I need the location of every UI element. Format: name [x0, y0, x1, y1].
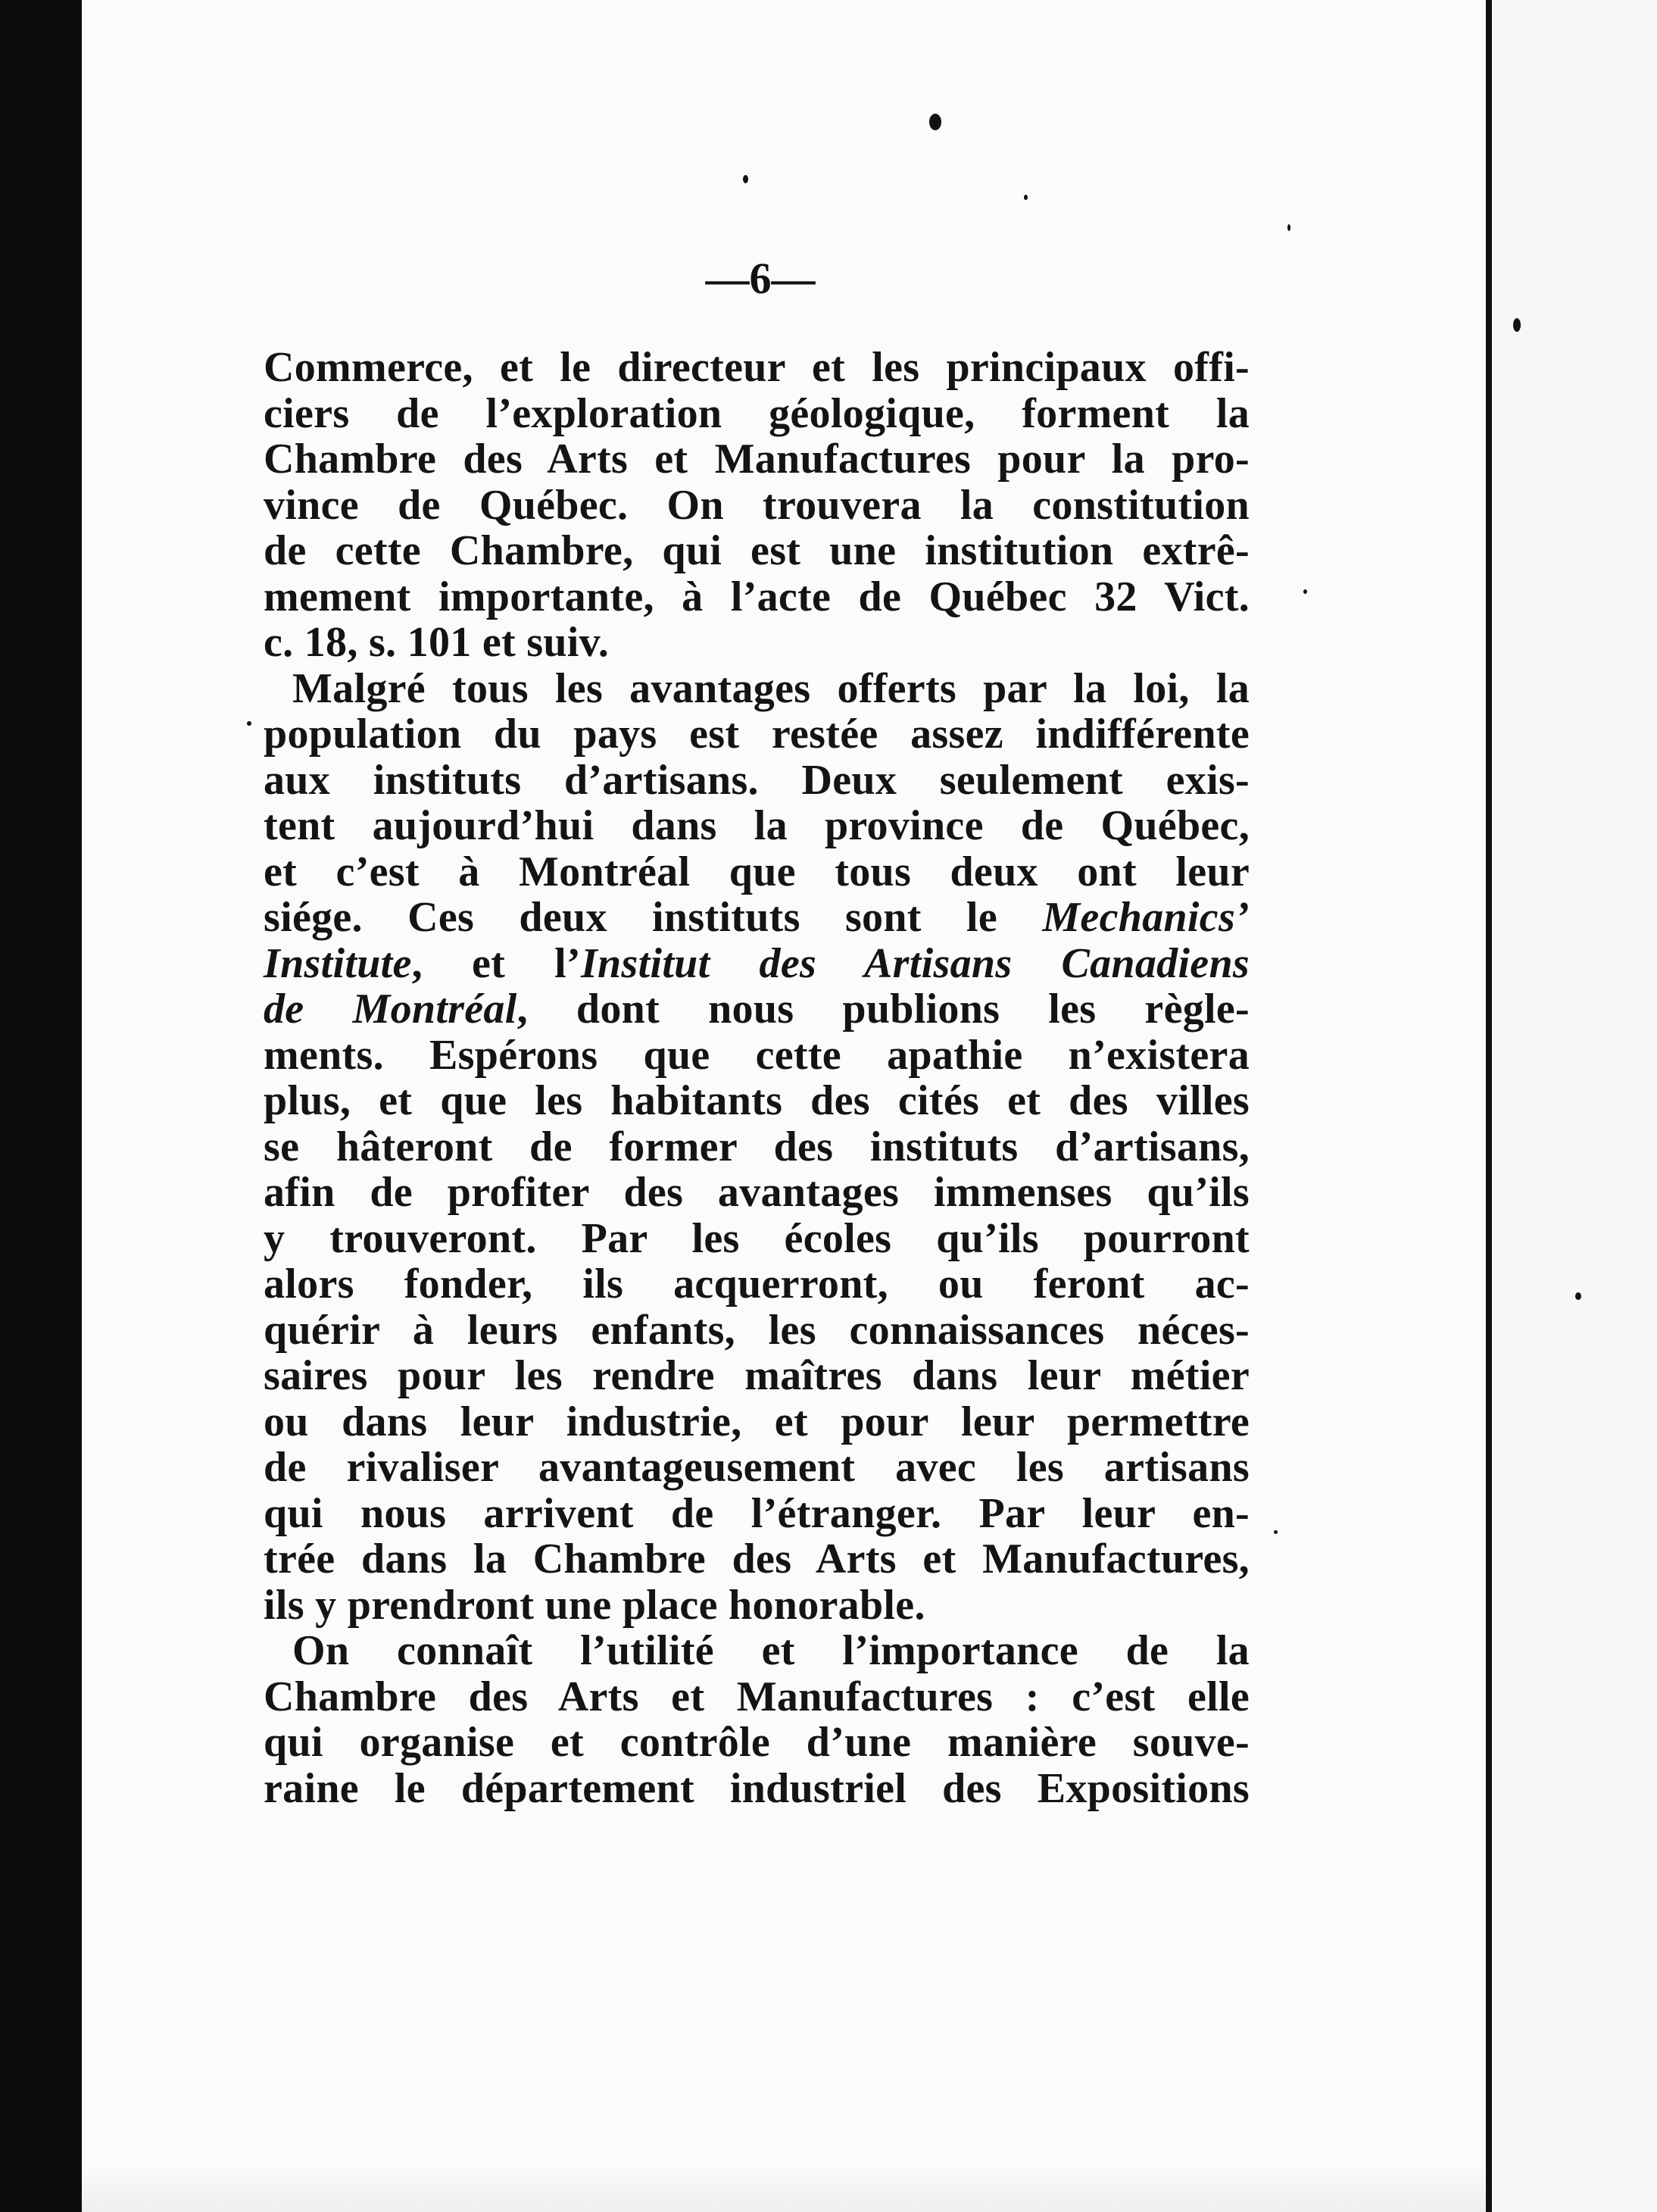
text-line: Chambre des Arts et Manufactures : c’est elle [264, 1673, 1250, 1720]
ink-speck [1303, 589, 1307, 594]
page-bottom-shadow [82, 2167, 1492, 2212]
text-line: se hâteront de former des instituts d’artisans, [264, 1123, 1250, 1170]
text-line: Chambre des Arts et Manufactures pour la pro- [264, 436, 1250, 483]
text-line: de cette Chambre, qui est une institution extrê- [264, 527, 1250, 574]
adjacent-page-edge [1492, 0, 1657, 2212]
text-line: trée dans la Chambre des Arts et Manufactures, [264, 1536, 1250, 1582]
ink-speck [1513, 318, 1521, 332]
text-line: population du pays est restée assez indifférente [264, 711, 1250, 758]
text-line: y trouveront. Par les écoles qu’ils pourront [264, 1214, 1250, 1262]
ink-speck [1575, 1292, 1581, 1300]
page-gutter-edge [1486, 0, 1492, 2212]
ink-speck [1274, 1530, 1278, 1534]
ink-speck [1287, 224, 1290, 231]
text-line: tent aujourd’hui dans la province de Québec, [264, 802, 1250, 849]
text-line: quérir à leurs enfants, les connaissances néces- [264, 1306, 1250, 1354]
text-line: ils y prendront une place honorable. [264, 1581, 925, 1629]
text-line: ments. Espérons que cette apathie n’existera [264, 1031, 1250, 1079]
text-segment: , et l’ [411, 939, 581, 987]
text-line: et c’est à Montréal que tous deux ont leur [264, 848, 1250, 895]
text-segment: siége. Ces deux instituts sont le [264, 894, 998, 941]
text-line: On connaît l’utilité et l’importance de la [292, 1627, 1250, 1674]
text-line: plus, et que les habitants des cités et des villes [264, 1077, 1250, 1124]
text-line: de rivaliser avantageusement avec les artisans [264, 1444, 1250, 1491]
italic-title: Institut des Artisans Canadiens [580, 939, 1250, 987]
text-line-mixed [264, 986, 1250, 1033]
paragraph-3 [264, 1628, 1250, 1811]
paragraph-1 [264, 345, 1250, 666]
ink-speck [1024, 195, 1028, 200]
italic-title: Mechanics’ [1042, 894, 1250, 941]
text-line: Malgré tous les avantages offerts par la loi, la [292, 664, 1250, 712]
ink-speck [743, 175, 748, 183]
text-line: aux instituts d’artisans. Deux seulement exis- [264, 756, 1250, 804]
text-line: qui organise et contrôle d’une manière souve- [264, 1719, 1250, 1766]
text-line: ciers de l’exploration géologique, forment la [264, 389, 1250, 437]
text-line: vince de Québec. On trouvera la constitution [264, 481, 1250, 529]
text-segment: , dont nous publions les règle- [516, 986, 1250, 1033]
text-line: raine le département industriel des Expositions [264, 1764, 1250, 1812]
text-line: mement importante, à l’acte de Québec 32 Vict. [264, 573, 1250, 620]
text-line: afin de profiter des avantages immenses qu’ils [264, 1169, 1250, 1216]
italic-title: Institute [264, 939, 412, 987]
text-line: qui nous arrivent de l’étranger. Par leur en- [264, 1489, 1250, 1537]
text-line-mixed [264, 941, 1250, 987]
paragraph-2 [264, 666, 1250, 1629]
italic-title: de Montréal [264, 986, 517, 1033]
text-line-mixed [264, 895, 1250, 941]
text-line: alors fonder, ils acquerront, ou feront ac- [264, 1261, 1250, 1308]
page-number: —6— [705, 254, 816, 303]
text-line: ou dans leur industrie, et pour leur permettre [264, 1398, 1250, 1445]
text-line: Commerce, et le directeur et les principaux offi- [264, 344, 1250, 391]
ink-speck [247, 721, 251, 726]
ink-speck [929, 114, 941, 130]
text-line: saires pour les rendre maîtres dans leur métier [264, 1352, 1250, 1399]
text-line: c. 18, s. 101 et suiv. [264, 619, 610, 666]
scan-left-border [0, 0, 82, 2212]
body-text [264, 345, 1250, 1811]
